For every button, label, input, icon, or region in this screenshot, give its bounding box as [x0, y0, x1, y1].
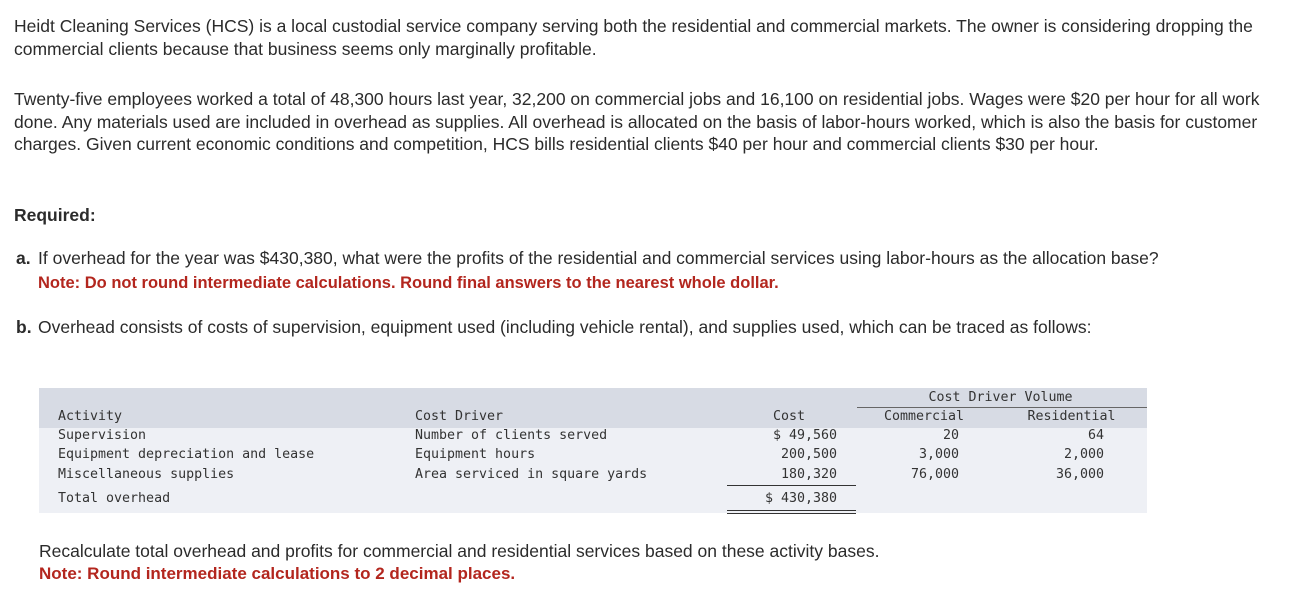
row-activity: Supervision	[58, 428, 147, 443]
row-residential: 2,000	[1063, 447, 1104, 462]
header-cost: Cost	[772, 409, 806, 424]
cost-driver-volume-header: Cost Driver Volume	[928, 390, 1073, 405]
total-cost: $ 430,380	[764, 491, 837, 506]
part-a	[16, 247, 1256, 294]
required-heading: Required:	[14, 205, 96, 225]
row-activity: Miscellaneous supplies	[58, 467, 235, 482]
part-a-text: If overhead for the year was $430,380, what were the profits of the residential and commercial services using labor-hours as the allocation base?	[38, 248, 1159, 268]
row-commercial: 3,000	[918, 447, 959, 462]
part-a-label: a.	[16, 248, 31, 268]
total-double-rule-bottom	[727, 513, 856, 514]
row-cost: 180,320	[780, 467, 837, 482]
total-double-rule-top	[727, 510, 856, 511]
subtotal-rule	[727, 485, 856, 486]
row-residential: 36,000	[1055, 467, 1104, 482]
part-b	[16, 316, 1256, 339]
header-residential: Residential	[1027, 409, 1116, 424]
row-driver: Number of clients served	[415, 428, 608, 443]
row-activity: Equipment depreciation and lease	[58, 447, 315, 462]
recalc-note: Note: Round intermediate calculations to 2 decimal places.	[39, 564, 516, 583]
header-commercial: Commercial	[883, 409, 965, 424]
part-a-note: Note: Do not round intermediate calculations. Round final answers to the nearest whole dollar.	[38, 273, 779, 292]
row-commercial: 20	[942, 428, 959, 443]
row-driver: Equipment hours	[415, 447, 536, 462]
total-label: Total overhead	[58, 491, 171, 506]
recalc-instruction: Recalculate total overhead and profits for commercial and residential services based on these activity bases.	[39, 541, 880, 561]
intro-paragraph: Heidt Cleaning Services (HCS) is a local custodial service company serving both the residential and commercial markets. The owner is considering dropping the commercial clients because that business seems only marginally profitable.	[14, 16, 1253, 59]
row-cost: 200,500	[780, 447, 837, 462]
part-b-text: Overhead consists of costs of supervision, equipment used (including vehicle rental), and supplies used, which can be traced as follows:	[38, 317, 1092, 337]
overhead-table	[39, 388, 1147, 513]
header-activity: Activity	[58, 409, 123, 424]
row-driver: Area serviced in square yards	[415, 467, 648, 482]
row-commercial: 76,000	[910, 467, 959, 482]
header-cost-driver: Cost Driver	[415, 409, 504, 424]
details-paragraph: Twenty-five employees worked a total of 48,300 hours last year, 32,200 on commercial jobs and 16,100 on residential jobs. Wages were $20 per hour for all work done. Any materials used are included in overhead as supplies. All overhead is allocated on the basis of labor-hours worked, which is also the basis for customer charges. Given current economic conditions and competition, HCS bills residential clients $40 per hour and commercial clients $30 per hour.	[14, 89, 1260, 154]
part-b-label: b.	[16, 317, 32, 337]
row-cost: $ 49,560	[772, 428, 837, 443]
row-residential: 64	[1087, 428, 1104, 443]
